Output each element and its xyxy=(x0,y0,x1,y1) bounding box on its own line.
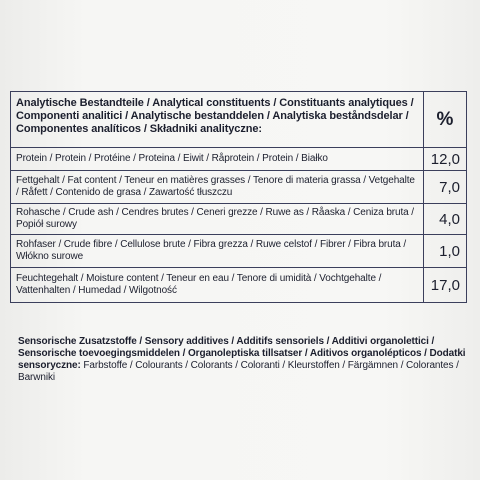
row-value-ash: 4,0 xyxy=(439,210,460,228)
row-value-protein: 12,0 xyxy=(430,150,460,168)
row-label-fat: Fettgehalt / Fat content / Teneur en matières grasses / Tenore di materia grassa / Vetgehalte / Råfett / Contenido de grasa / Zawartość tłuszczu xyxy=(11,171,424,203)
table-row xyxy=(11,204,466,235)
row-value-fat: 7,0 xyxy=(439,178,460,196)
row-label-ash: Rohasche / Crude ash / Cendres brutes / Ceneri grezze / Ruwe as / Råaska / Ceniza bruta / Popiół surowy xyxy=(11,204,424,234)
row-label-fibre: Rohfaser / Crude fibre / Cellulose brute / Fibra grezza / Ruwe celstof / Fibrer / Fibra bruta / Włókno surowe xyxy=(11,235,424,267)
additives-list: Farbstoffe / Colourants / Colorants / Coloranti / Kleurstoffen / Färgämnen / Colorantes / Barwniki xyxy=(18,360,459,383)
analytical-constituents-table xyxy=(10,91,467,303)
row-value-fibre: 1,0 xyxy=(439,242,460,260)
row-value-moisture: 17,0 xyxy=(430,276,460,294)
table-header-unit: % xyxy=(436,108,454,130)
table-row xyxy=(11,235,466,268)
table-row xyxy=(11,171,466,204)
table-header-label: Analytische Bestandteile / Analytical constituents / Constituants analytiques / Componenti analitici / Analytische bestanddelen / Analytiska beståndsdelar / Componentes analíticos / Składniki analityczne: xyxy=(11,92,424,147)
sensory-additives-text xyxy=(18,336,468,384)
table-row xyxy=(11,268,466,302)
table-row xyxy=(11,148,466,171)
additives-heading: Sensorische Zusatzstoffe / Sensory additives / Additifs sensoriels / Additivi organolettici / Sensorische toevoegingsmiddelen / Organoleptiska tillsatser / Aditivos organolépticos / Dodatki sensoryczne: xyxy=(18,336,466,371)
row-label-protein: Protein / Protein / Protéine / Proteina / Eiwit / Råprotein / Protein / Białko xyxy=(11,148,424,170)
table-header-row xyxy=(11,92,466,148)
row-label-moisture: Feuchtegehalt / Moisture content / Teneur en eau / Tenore di umidità / Vochtgehalte / Vattenhalten / Humedad / Wilgotność xyxy=(11,268,424,302)
